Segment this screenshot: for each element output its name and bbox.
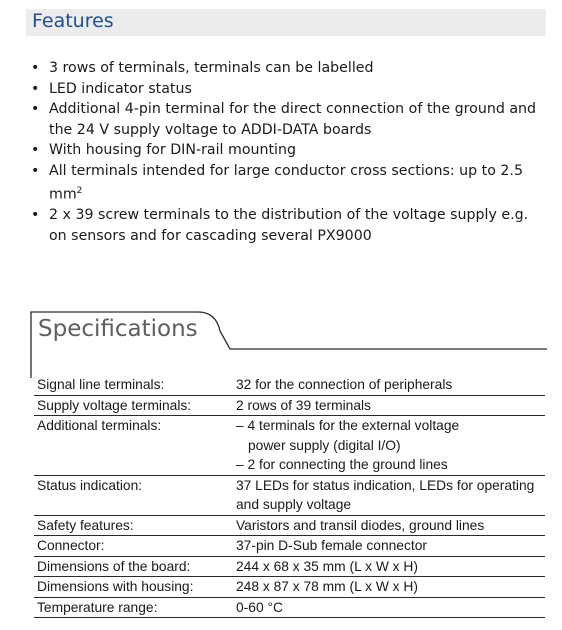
- feature-item: [28, 205, 548, 246]
- spec-label: Signal line terminals:: [37, 377, 165, 392]
- spec-row: [34, 557, 545, 578]
- spec-value-line: 244 x 68 x 35 mm (L x W x H): [236, 558, 418, 574]
- spec-label: Temperature range:: [37, 599, 158, 615]
- spec-label: Dimensions with housing:: [37, 579, 194, 594]
- spec-value: [236, 476, 545, 515]
- spec-label: Status indication:: [37, 477, 143, 493]
- spec-row: [34, 516, 545, 537]
- spec-value-line: – 2 for connecting the ground lines: [236, 457, 448, 472]
- feature-item-text: LED indicator status: [49, 80, 192, 97]
- spec-value-line: Varistors and transil diodes, ground lines: [236, 517, 485, 533]
- feature-item-superscript: 2: [76, 186, 83, 196]
- spec-value-line: 0-60 °C: [236, 599, 283, 615]
- spec-row: [34, 416, 545, 476]
- feature-item-text: 2 x 39 screw terminals to the distribution of the voltage supply e.g. on sensors and for cascading several PX9000: [49, 207, 529, 244]
- features-header: [26, 9, 546, 36]
- feature-item-text: 3 rows of terminals, terminals can be labelled: [49, 60, 374, 76]
- spec-value-line: 2 rows of 39 terminals: [236, 397, 371, 413]
- spec-label: Dimensions of the board:: [37, 558, 191, 574]
- specifications-table: [34, 375, 545, 618]
- feature-item-text: With housing for DIN-rail mounting: [49, 142, 296, 158]
- feature-item-text: Additional 4-pin terminal for the direct connection of the ground and the 24 V supply voltage to ADDI-DATA boards: [49, 101, 537, 138]
- features-title: Features: [32, 10, 114, 32]
- spec-value: [236, 536, 545, 556]
- spec-row: [34, 375, 545, 396]
- spec-label: Supply voltage terminals:: [37, 397, 192, 413]
- spec-value: [236, 598, 545, 618]
- spec-row: [34, 396, 545, 417]
- spec-value: [236, 416, 545, 475]
- specifications-title: Specifications: [38, 316, 198, 342]
- spec-value-line: and supply voltage: [236, 497, 352, 512]
- spec-value-line: – 4 terminals for the external voltage: [236, 418, 460, 433]
- spec-value-line: 248 x 87 x 78 mm (L x W x H): [236, 579, 418, 594]
- spec-label: Connector:: [37, 538, 105, 553]
- spec-value-line: power supply (digital I/O): [248, 437, 401, 453]
- spec-label: Additional terminals:: [37, 418, 162, 433]
- feature-item: [28, 99, 548, 140]
- feature-item: [28, 58, 548, 79]
- feature-item: [28, 79, 548, 100]
- spec-row: [34, 476, 545, 516]
- spec-row: [34, 536, 545, 557]
- feature-list: [28, 58, 548, 246]
- spec-value: [236, 375, 545, 395]
- spec-value: [236, 577, 545, 597]
- spec-row: [34, 577, 545, 598]
- feature-item: [28, 140, 548, 161]
- spec-value-line: 37 LEDs for status indication, LEDs for operating: [236, 477, 535, 493]
- spec-value: [236, 396, 545, 416]
- spec-label: Safety features:: [37, 517, 134, 533]
- spec-value-line: 32 for the connection of peripherals: [236, 377, 453, 392]
- feature-item: [28, 161, 548, 206]
- spec-value: [236, 516, 545, 536]
- feature-item-text: All terminals intended for large conductor cross sections: up to 2.5 mm: [49, 162, 523, 203]
- spec-value: [236, 557, 545, 577]
- spec-value-line: 37-pin D-Sub female connector: [236, 538, 427, 553]
- spec-row: [34, 598, 545, 619]
